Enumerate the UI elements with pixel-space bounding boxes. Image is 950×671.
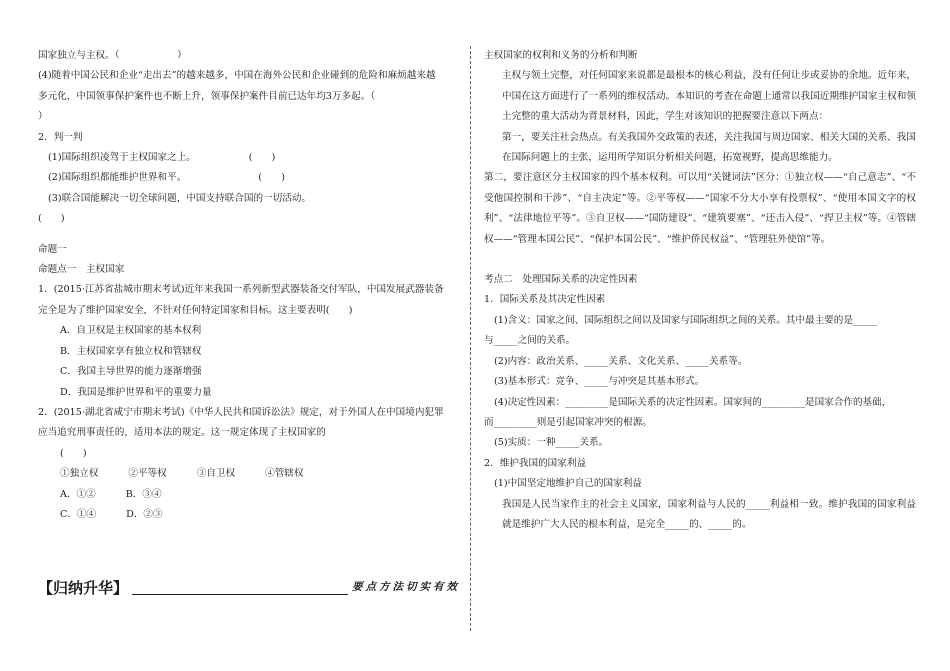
judge-item-1: (1)国际组织凌驾于主权国家之上。 ( ) <box>48 152 276 164</box>
mingti-heading: 命题一 <box>38 243 67 255</box>
analysis-paragraph-1: 主权与领土完整，对任何国家来说都是最根本的核心利益，没有任何让步或妥协的余地。近年来，中国在这方面进行了一系列的维权活动。本知识的考查在命题上通常以我国近期维护国家主权和领土完整的重大活动为背景材料，因此，学生对该知识的把握要注意以下两点： <box>502 70 916 123</box>
section-1-item-4-line-2: 而_________则是引起国家冲突的根源。 <box>484 416 652 428</box>
question-2-item-4: ④管辖权 <box>265 468 304 480</box>
question-2-options-row-1 <box>38 485 458 505</box>
analysis-heading: 主权国家的权利和义务的分析和判断 <box>484 50 638 61</box>
left-column <box>38 46 458 631</box>
summary-banner-slogan: 要点方法切实有效 <box>352 581 460 593</box>
question-2-item-1: ①独立权 <box>60 468 99 480</box>
question-1-line-2: 完全是为了维护国家安全，不针对任何特定国家和目标。这主要表明( ) <box>38 304 353 316</box>
right-column <box>484 46 916 631</box>
question-4-line-3: ） <box>38 111 48 123</box>
mingti-point-heading: 命题点一 主权国家 <box>38 264 125 276</box>
section-2-paragraph: 我国是人民当家作主的社会主义国家，国家利益与人民的_____利益相一致。维护我国的国家利益就是维护广大人民的根本利益，是完全_____的、_____的。 <box>502 498 916 530</box>
section-1-title: 1．国际关系及其决定性因素 <box>484 294 606 306</box>
question-2-line-2: 应当追究刑事责任的，适用本法的规定。这一规定体现了主权国家的 <box>38 427 326 439</box>
question-4-line-2: 多元化，中国领事保护案件也不断上升，领事保护案件目前已达年均3万多起。（ <box>38 90 376 102</box>
question-2-option-b: B．③④ <box>125 488 162 500</box>
section-1-item-3: (3)基本形式：竞争、_____与冲突是其基本形式。 <box>494 376 705 388</box>
column-divider <box>470 46 471 631</box>
question-2-line-1: 2．(2015·湖北省咸宁市期末考试)《中华人民共和国诉讼法》规定，对于外国人在中国境内犯罪 <box>38 406 444 418</box>
section-1-item-2: (2)内容：政治关系、_____关系、文化关系、_____关系等。 <box>494 355 748 367</box>
section-1-item-1-line-1: (1)含义：国家之间、国际组织之间以及国家与国际组织之间的关系。其中最主要的是_____ <box>494 314 877 326</box>
analysis-paragraph-3: 第二，要注意区分主权国家的四个基本权利。可以用“关键词法”区分：①独立权——“自己意志”、“不受他国控制和干涉”、“自主决定”等。②平等权——“国家不分大小享有投票权”、“使用本国文字的权利”、“法律地位平等”。③自卫权——“国防建设”、“建筑要塞”、“还击入侵”、“捍卫主权”等。④管辖权——“管理本国公民”、“保护本国公民”、“维护侨民权益”、“管理驻外使馆”等。 <box>484 172 916 245</box>
question-2-option-d: D．②③ <box>126 508 163 520</box>
question-2-option-a: A．①② <box>60 488 96 500</box>
summary-banner-rule <box>132 594 348 595</box>
judge-item-3: (3)联合国能解决一切全球问题，中国支持联合国的一切活动。 <box>48 192 312 204</box>
question-2-items <box>38 464 458 484</box>
question-1-option-b: B．主权国家享有独立权和管辖权 <box>60 345 202 357</box>
section-2-title: 2．维护我国的国家利益 <box>484 457 587 469</box>
summary-banner-title: 【归纳升华】 <box>38 579 129 597</box>
question-1-continuation: 国家独立与主权。（ ） <box>38 50 187 61</box>
judge-item-2: (2)国际组织都能维护世界和平。 ( ) <box>48 172 285 184</box>
question-2-options-row-2 <box>38 505 458 525</box>
section-1-item-1-line-2: 与_____之间的关系。 <box>484 335 576 347</box>
kaodian-2-heading: 考点二 处理国际关系的决定性因素 <box>484 274 638 286</box>
judge-section-title: 2．判一判 <box>38 131 83 143</box>
question-4-line-1: (4)随着中国公民和企业“走出去”的越来越多，中国在海外公民和企业碰到的危险和麻烦越来越 <box>38 70 436 82</box>
judge-item-3-answer-paren: ( ) <box>38 213 65 225</box>
question-1-option-c: C．我国主导世界的能力逐渐增强 <box>60 366 202 378</box>
question-2-item-3: ③自卫权 <box>196 468 236 480</box>
question-2-option-c: C．①④ <box>60 508 97 520</box>
section-2-item-1: (1)中国坚定地维护自己的国家利益 <box>494 478 642 490</box>
question-1-option-d: D．我国是维护世界和平的重要力量 <box>60 386 212 398</box>
summary-banner <box>38 574 460 598</box>
section-1-item-5: (5)实质：一种_____关系。 <box>494 437 609 449</box>
analysis-paragraph-2: 第一，要关注社会热点。有关我国外交政策的表述，关注我国与周边国家、相关大国的关系、我国在国际问题上的主张，运用所学知识分析相关问题，拓宽视野，提高思维能力。 <box>502 131 916 164</box>
question-1-line-1: 1．(2015·江苏省盐城市期末考试)近年来我国一系列新型武器装备交付军队，中国发展武器装备 <box>38 284 444 296</box>
question-1-option-a: A．自卫权是主权国家的基本权利 <box>60 325 202 337</box>
question-2-item-2: ②平等权 <box>128 468 167 480</box>
section-1-item-4-line-1: (4)决定性因素：_________是国际关系的决定性因素。国家间的_________是国家合作的基础， <box>494 396 892 408</box>
question-2-answer-paren: ( ) <box>60 447 87 459</box>
